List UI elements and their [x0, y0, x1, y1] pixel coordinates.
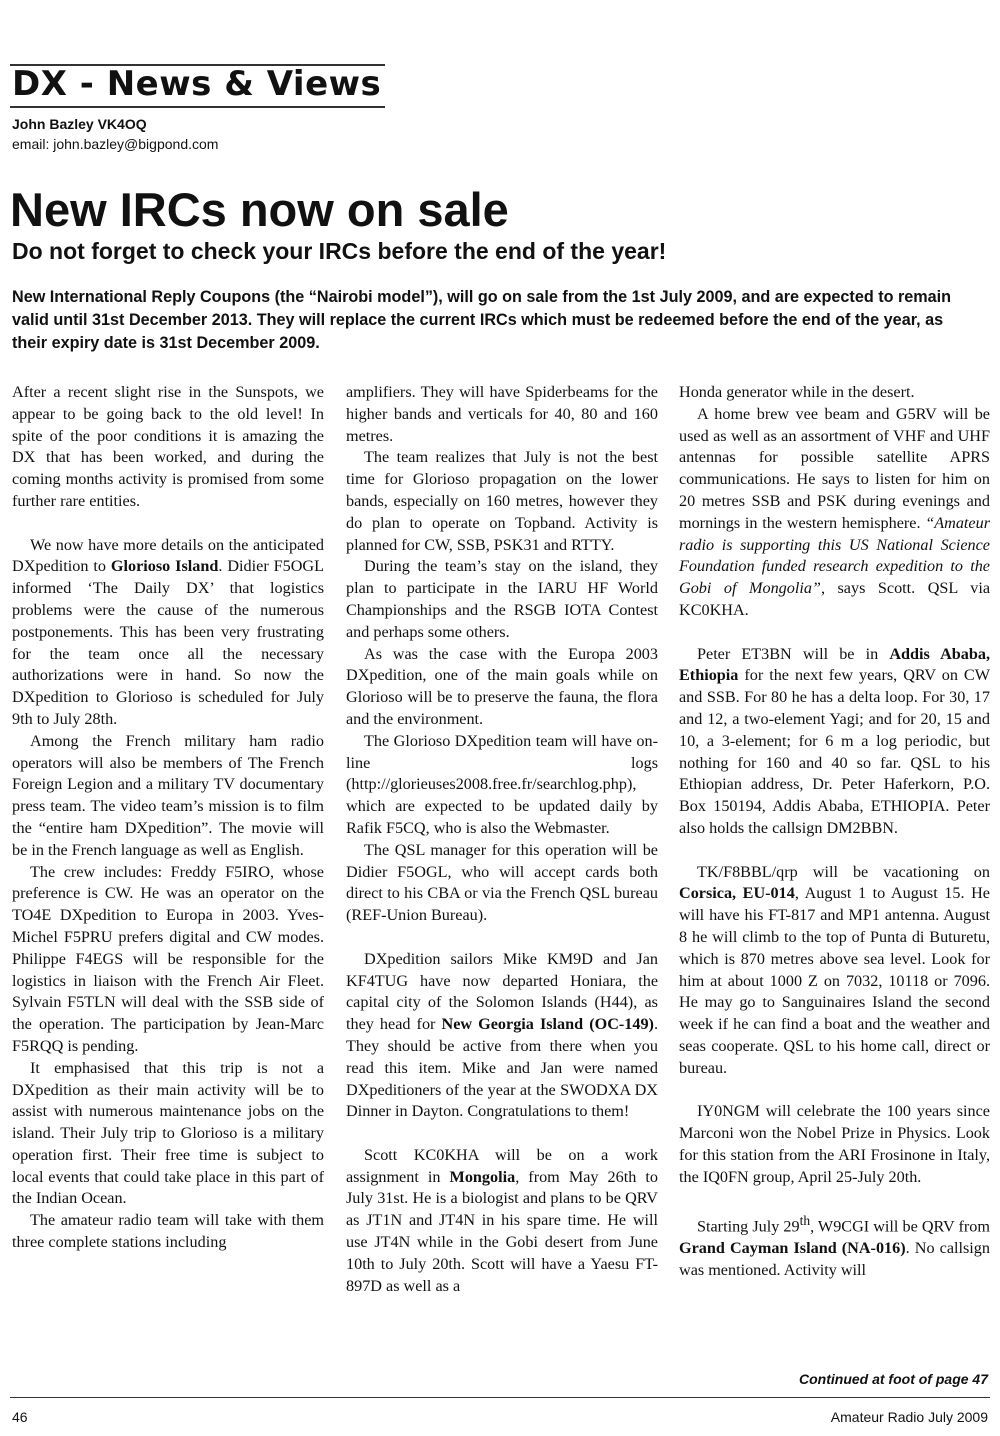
publication-name: Amateur Radio July 2009: [830, 1409, 988, 1425]
page-number: 46: [12, 1409, 28, 1425]
paragraph: amplifiers. They will have Spiderbeams for the higher bands and verticals for 40, 80 and 160 metres.: [346, 383, 658, 445]
section-rule-bottom: [10, 106, 385, 108]
paragraph: Starting July 29th, W9CGI will be QRV from Grand Cayman Island (NA-016). No callsign was mentioned. Activity will: [679, 1213, 990, 1280]
column-1: [12, 382, 324, 1254]
paragraph: It emphasised that this trip is not a DXpedition as their main activity will be to assist with numerous maintenance jobs on the island. Their July trip to Glorioso is a military operation first. Their free time is subject to local events that could take place in this part of the Indian Ocean.: [12, 1058, 324, 1208]
paragraph: We now have more details on the anticipated DXpedition to Glorioso Island. Didier F5OGL informed ‘The Daily DX’ that logistics problems were the cause of the numerous postponements. This has been very frustrating for the team once all the necessary authorizations were in hand. So now the DXpedition to Glorioso is scheduled for July 9th to July 28th.: [12, 535, 324, 728]
paragraph: The team realizes that July is not the best time for Glorioso propagation on the lower bands, especially on 160 metres, however they do plan to operate on Topband. Activity is planned for CW, SSB, PSK31 and RTTY.: [346, 448, 658, 554]
author-name: John Bazley VK4OQ: [12, 116, 147, 132]
paragraph: Among the French military ham radio operators will also be members of The French Foreign Legion and a military TV documentary press team. The video team’s mission is to film the “entire ham DXpedition”. The movie will be in the French language as well as English.: [12, 731, 324, 859]
paragraph: IY0NGM will celebrate the 100 years since Marconi won the Nobel Prize in Physics. Look for this station from the ARI Frosinone in Italy, the IQ0FN group, April 25-July 20th.: [679, 1102, 990, 1186]
paragraph: Peter ET3BN will be in Addis Ababa, Ethiopia for the next few years, QRV on CW and SSB. For 80 he has a delta loop. For 30, 17 and 12, a two-element Yagi; and for 20, 15 and 10, a 3-element; for 6 m a log periodic, but nothing for 160 and 40 so far. QSL to his Ethiopian address, Dr. Peter Haferkorn, P.O. Box 150194, Addis Ababa, ETHIOPIA. Peter also holds the callsign DM2BBN.: [679, 644, 991, 837]
paragraph: The amateur radio team will take with them three complete stations including: [12, 1211, 324, 1252]
paragraph: The QSL manager for this operation will be Didier F5OGL, who will accept cards both direct to his CBA or via the French QSL bureau (REF-Union Bureau).: [346, 840, 658, 925]
paragraph: DXpedition sailors Mike KM9D and Jan KF4TUG have now departed Honiara, the capital city of the Solomon Islands (H44), as they head for New Georgia Island (OC-149). They should be active from there when you read this item. Mike and Jan were named DXpeditioners of the year at the SWODXA DX Dinner in Dayton. Congratulations to them!: [346, 949, 658, 1121]
paragraph: As was the case with the Europa 2003 DXpedition, one of the main goals while on Glorioso will be to preserve the fauna, the flora and the environment.: [346, 644, 658, 728]
headline: New IRCs now on sale: [10, 183, 509, 236]
paragraph: During the team’s stay on the island, they plan to participate in the IARU HF World Championships and the RSGB IOTA Contest and perhaps some others.: [346, 557, 658, 641]
column-2: [346, 382, 658, 1297]
footer-rule: [10, 1397, 990, 1398]
section-title: DX - News & Views: [12, 64, 382, 104]
column-3: [679, 382, 990, 1282]
subheadline: Do not forget to check your IRCs before the end of the year!: [12, 238, 667, 264]
continued-note: Continued at foot of page 47: [799, 1371, 988, 1387]
lead-paragraph: New International Reply Coupons (the “Nairobi model”), will go on sale from the 1st July 2009, and are expected to remain valid until 31st December 2013. They will replace the current IRCs which must be redeemed before the end of the year, as their expiry date is 31st December 2009.: [12, 288, 952, 352]
paragraph: After a recent slight rise in the Sunspots, we appear to be going back to the old level! In spite of the poor conditions it is amazing the DX that has been worked, and during the coming months activity is promised from some further rare entities.: [12, 383, 324, 510]
paragraph: Scott KC0KHA will be on a work assignment in Mongolia, from May 26th to July 31st. He is a biologist and plans to be QRV as JT1N and JT4N in his spare time. He will use JT4N while in the Gobi desert from June 10th to July 20th. Scott will have a Yaesu FT-897D as well as a: [346, 1145, 658, 1295]
paragraph: A home brew vee beam and G5RV will be used as well as an assortment of VHF and UHF antennas for possible satellite APRS communications. He says to listen for him on 20 metres SSB and PSK during evenings and mornings in the western hemisphere. “Amateur radio is supporting this US National Science Foundation funded research expedition to the Gobi of Mongolia”, says Scott. QSL via KC0KHA.: [679, 404, 990, 619]
paragraph: The crew includes: Freddy F5IRO, whose preference is CW. He was an operator on the TO4E DXpedition to Europa in 2003. Yves-Michel F5PRU prefers digital and CW modes. Philippe F4EGS will be responsible for the logistics in liaison with the French Air Fleet. Sylvain F5TLN will deal with the SSB side of the operation. The participation by Jean-Marc F5RQQ is pending.: [12, 862, 324, 1055]
author-email: email: john.bazley@bigpond.com: [12, 136, 219, 152]
paragraph: TK/F8BBL/qrp will be vacationing on Corsica, EU-014, August 1 to August 15. He will have his FT-817 and MP1 antenna. August 8 he will climb to the top of Punta di Buturetu, which is 870 metres above sea level. Look for him at about 1000 Z on 7032, 10118 or 7096. He may go to Sanguinaires Island the second week if he can find a boat and the weather and seas cooperate. QSL to his home call, direct or bureau.: [679, 862, 990, 1077]
paragraph: Honda generator while in the desert.: [679, 383, 915, 401]
paragraph: The Glorioso DXpedition team will have on-line logs (http://glorieuses2008.free.fr/searchlog.php), which are expected to be updated daily by Rafik F5CQ, who is also the Webmaster.: [346, 731, 658, 837]
